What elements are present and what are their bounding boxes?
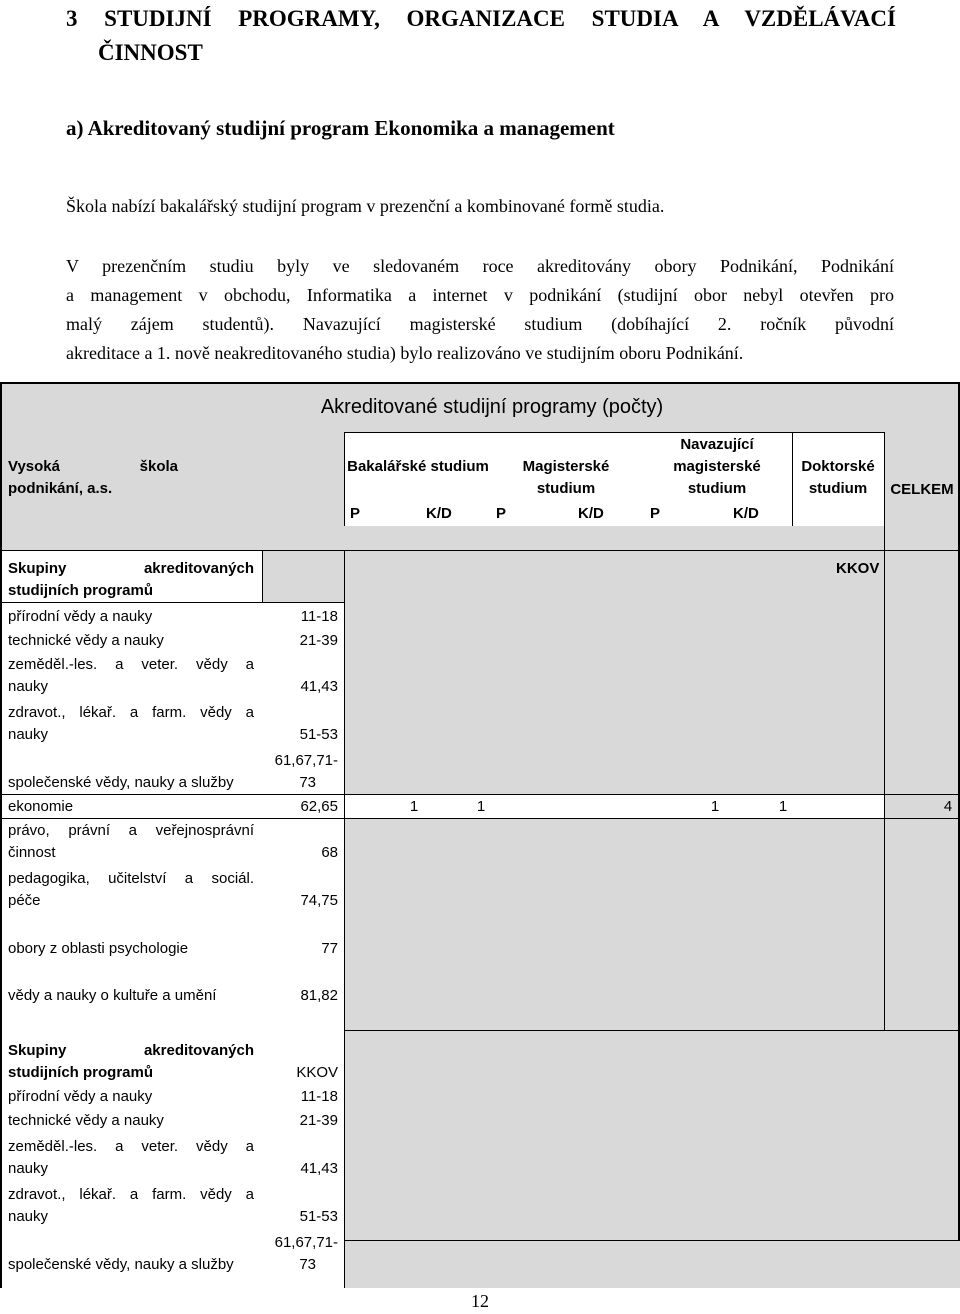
gray-block-3 xyxy=(344,1030,960,1288)
form-p-2: P xyxy=(496,505,507,522)
rule xyxy=(884,432,885,550)
rule xyxy=(344,1030,960,1031)
kkov-code: 77 xyxy=(321,940,338,957)
list-item-cont: péče xyxy=(8,892,41,909)
kkov-label-2: KKOV xyxy=(296,1064,338,1081)
col-master: Magisterské studium xyxy=(522,458,610,497)
list-item: přírodní vědy a nauky xyxy=(8,1088,153,1105)
kkov-code: 41,43 xyxy=(300,678,338,695)
form-kd-2: K/D xyxy=(578,505,604,522)
rule xyxy=(344,432,884,433)
paragraph-2-line-1: V prezenčním studiu byly ve sledovaném roce akreditovány obory Podnikání, Podnikání xyxy=(66,256,894,276)
rule xyxy=(0,382,960,384)
rule xyxy=(344,550,345,1288)
rule xyxy=(0,382,2,1288)
gray-block-1 xyxy=(344,602,884,795)
col-total: CELKEM xyxy=(890,481,954,498)
rule xyxy=(792,432,793,526)
rule xyxy=(344,432,345,526)
list-item: zdravot., lékař. a farm. vědy a xyxy=(8,704,254,721)
rule xyxy=(262,550,263,602)
gray-row xyxy=(344,526,960,550)
kkov-code: 11-18 xyxy=(300,1088,338,1105)
kkov-code: 21-39 xyxy=(299,1112,338,1129)
kkov-code: 62,65 xyxy=(300,798,338,815)
form-kd-3: K/D xyxy=(733,505,759,522)
list-item: přírodní vědy a nauky xyxy=(8,608,153,625)
group-head-1b: studijních programů xyxy=(8,582,154,599)
gray-group-head xyxy=(262,550,884,602)
paragraph-2-line-2: a management v obchodu, Informatika a internet v podnikání (studijní obor nebyl otevřen pro xyxy=(66,285,894,305)
kkov-code: 21-39 xyxy=(299,632,338,649)
paragraph-1: Škola nabízí bakalářský studijní program v prezenční a kombinované formě studia. xyxy=(66,196,665,216)
col-doctor: Doktorské studium xyxy=(801,458,875,497)
kkov-code: 81,82 xyxy=(300,987,338,1004)
kkov-code: 68 xyxy=(321,844,338,861)
value-bc-kd: 1 xyxy=(476,798,486,815)
value-bc-p: 1 xyxy=(409,798,419,815)
kkov-code: 61,67,71- xyxy=(274,1234,338,1251)
list-item: pedagogika, učitelství a sociál. xyxy=(8,870,254,887)
kkov-code: 41,43 xyxy=(300,1160,338,1177)
list-item: vědy a nauky o kultuře a umění xyxy=(8,987,217,1004)
list-item: právo, právní a veřejnosprávní xyxy=(8,822,254,839)
paragraph-2-line-4: akreditace a 1. nově neakreditovaného studia) bylo realizováno ve studijním oboru Podnikání. xyxy=(66,343,744,363)
kkov-code: 51-53 xyxy=(299,1208,338,1225)
value-total: 4 xyxy=(943,798,953,815)
kkov-code: 61,67,71- xyxy=(274,752,338,769)
value-nmgr-kd: 1 xyxy=(778,798,788,815)
list-item-cont: nauky xyxy=(8,1160,49,1177)
form-kd-1: K/D xyxy=(426,505,452,522)
list-item: zeměděl.-les. a veter. vědy a xyxy=(8,1138,254,1155)
list-item-cont: činnost xyxy=(8,844,56,861)
form-p-1: P xyxy=(350,505,361,522)
kkov-code: 51-53 xyxy=(299,726,338,743)
group-head-1: Skupiny akreditovaných xyxy=(8,560,254,577)
kkov-label-1: KKOV xyxy=(836,560,880,577)
list-item: zeměděl.-les. a veter. vědy a xyxy=(8,656,254,673)
rule xyxy=(0,818,960,819)
list-item-cont: nauky xyxy=(8,1208,49,1225)
list-item-cont: nauky xyxy=(8,678,49,695)
form-p-3: P xyxy=(650,505,661,522)
group-head-2b: studijních programů xyxy=(8,1064,154,1081)
rule xyxy=(0,602,344,603)
col-follow-master: Navazující magisterské studium xyxy=(673,436,761,497)
paragraph-2-line-3: malý zájem studentů). Navazující magisterské studium (dobíhající 2. ročník původní xyxy=(66,314,894,334)
empty-cell-bg xyxy=(186,432,344,550)
chapter-heading-cont: ČINNOST xyxy=(98,40,203,65)
kkov-code: 73 xyxy=(299,774,316,791)
group-head-2: Skupiny akreditovaných xyxy=(8,1042,254,1059)
list-item: technické vědy a nauky xyxy=(8,1112,164,1129)
kkov-code: 73 xyxy=(299,1256,316,1273)
rule xyxy=(0,794,960,795)
table-title: Akreditované studijní programy (počty) xyxy=(320,396,664,418)
kkov-code: 74,75 xyxy=(300,892,338,909)
list-item: technické vědy a nauky xyxy=(8,632,164,649)
rule xyxy=(0,550,960,551)
school-label: Vysoká škola podnikání, a.s. xyxy=(8,458,178,497)
list-item: ekonomie xyxy=(8,798,74,815)
page-number: 12 xyxy=(471,1291,489,1311)
list-item-cont: nauky xyxy=(8,726,49,743)
col-bachelor: Bakalářské studium xyxy=(347,458,489,475)
value-nmgr-p: 1 xyxy=(710,798,720,815)
list-item: společenské vědy, nauky a služby xyxy=(8,774,234,791)
rule xyxy=(884,550,885,1030)
rule xyxy=(344,1240,960,1241)
section-heading: a) Akreditovaný studijní program Ekonomika a management xyxy=(66,116,615,140)
chapter-heading: 3 STUDIJNÍ PROGRAMY, ORGANIZACE STUDIA A VZDĚLÁVACÍ xyxy=(66,6,896,31)
programs-table xyxy=(0,382,960,1288)
list-item: zdravot., lékař. a farm. vědy a xyxy=(8,1186,254,1203)
list-item: společenské vědy, nauky a služby xyxy=(8,1256,234,1273)
list-item: obory z oblasti psychologie xyxy=(8,940,189,957)
kkov-code: 11-18 xyxy=(300,608,338,625)
